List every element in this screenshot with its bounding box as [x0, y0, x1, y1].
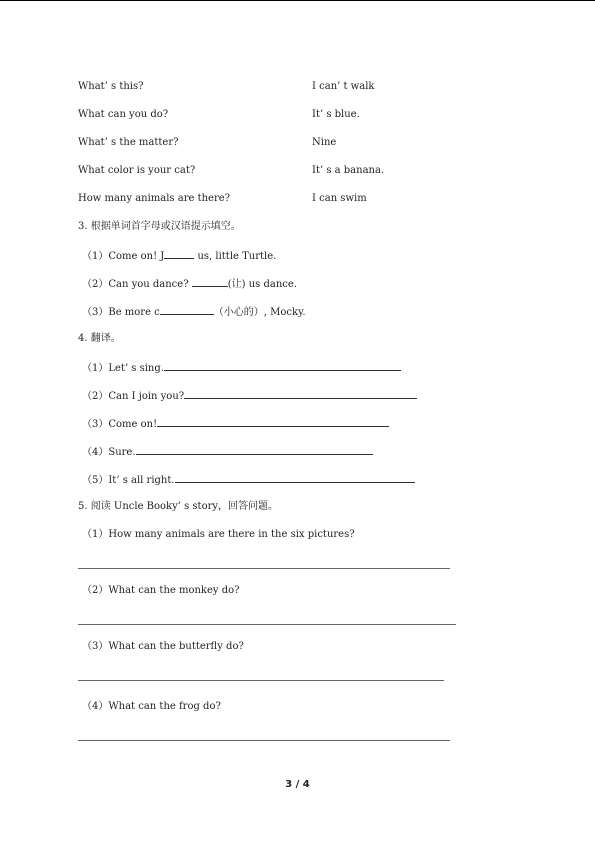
item-text: （1）Let’ s sing. [82, 363, 164, 374]
match-right-4: It’ s a banana. [312, 165, 385, 176]
section5-question-1: （1）How many animals are there in the six pictures? [82, 529, 355, 540]
section5-question-2: （2）What can the monkey do? [82, 585, 240, 596]
answer-line[interactable] [78, 568, 450, 569]
match-right-1: I can’ t walk [312, 81, 375, 92]
answer-blank[interactable] [175, 473, 415, 483]
item-text: （小心的）, Mocky. [213, 307, 306, 318]
match-right-3: Nine [312, 137, 337, 148]
section5-question-3: （3）What can the butterfly do? [82, 641, 244, 652]
section4-item-1 [82, 361, 401, 375]
match-left-1: What’ s this? [78, 81, 144, 92]
section4-title: 4. 翻译。 [78, 333, 121, 344]
section4-item-5 [82, 473, 415, 487]
item-text: （1）Come on! J [82, 251, 165, 262]
match-left-2: What can you do? [78, 109, 169, 120]
answer-line[interactable] [78, 624, 456, 625]
answer-line[interactable] [78, 740, 450, 741]
item-text: （5）It’ s all right. [82, 475, 175, 486]
answer-blank[interactable] [164, 361, 401, 371]
answer-blank[interactable] [136, 445, 373, 455]
item-text: （3）Be more c [82, 307, 160, 318]
section4-item-2 [82, 389, 417, 403]
match-right-2: It’ s blue. [312, 109, 360, 120]
item-text: us, little Turtle. [194, 251, 277, 262]
item-text: （2）Can I join you? [82, 391, 185, 402]
match-left-3: What’ s the matter? [78, 137, 179, 148]
answer-blank[interactable] [184, 389, 417, 399]
item-text: (让) us dance. [227, 279, 297, 290]
section5-title: 5. 阅读 Uncle Booky’ s story，回答问题。 [78, 501, 279, 512]
answer-line[interactable] [78, 680, 444, 681]
item-text: （4）Sure. [82, 447, 136, 458]
fill-blank[interactable] [164, 249, 194, 259]
top-rule [0, 0, 595, 1]
section3-title: 3. 根据单词首字母或汉语提示填空。 [78, 221, 241, 232]
item-text: （3）Come on! [82, 419, 158, 430]
section4-item-3 [82, 417, 389, 431]
page-number: 3 / 4 [285, 779, 310, 790]
answer-blank[interactable] [157, 417, 389, 427]
match-right-5: I can swim [312, 193, 367, 204]
match-left-5: How many animals are there? [78, 193, 231, 204]
item-text: （2）Can you dance? [82, 279, 192, 290]
section3-item-1 [82, 249, 276, 263]
fill-blank[interactable] [192, 277, 228, 287]
section3-item-2 [82, 277, 297, 291]
fill-blank[interactable] [160, 305, 214, 315]
section4-item-4 [82, 445, 373, 459]
match-left-4: What color is your cat? [78, 165, 196, 176]
section3-item-3 [82, 305, 306, 319]
section5-question-4: （4）What can the frog do? [82, 701, 221, 712]
